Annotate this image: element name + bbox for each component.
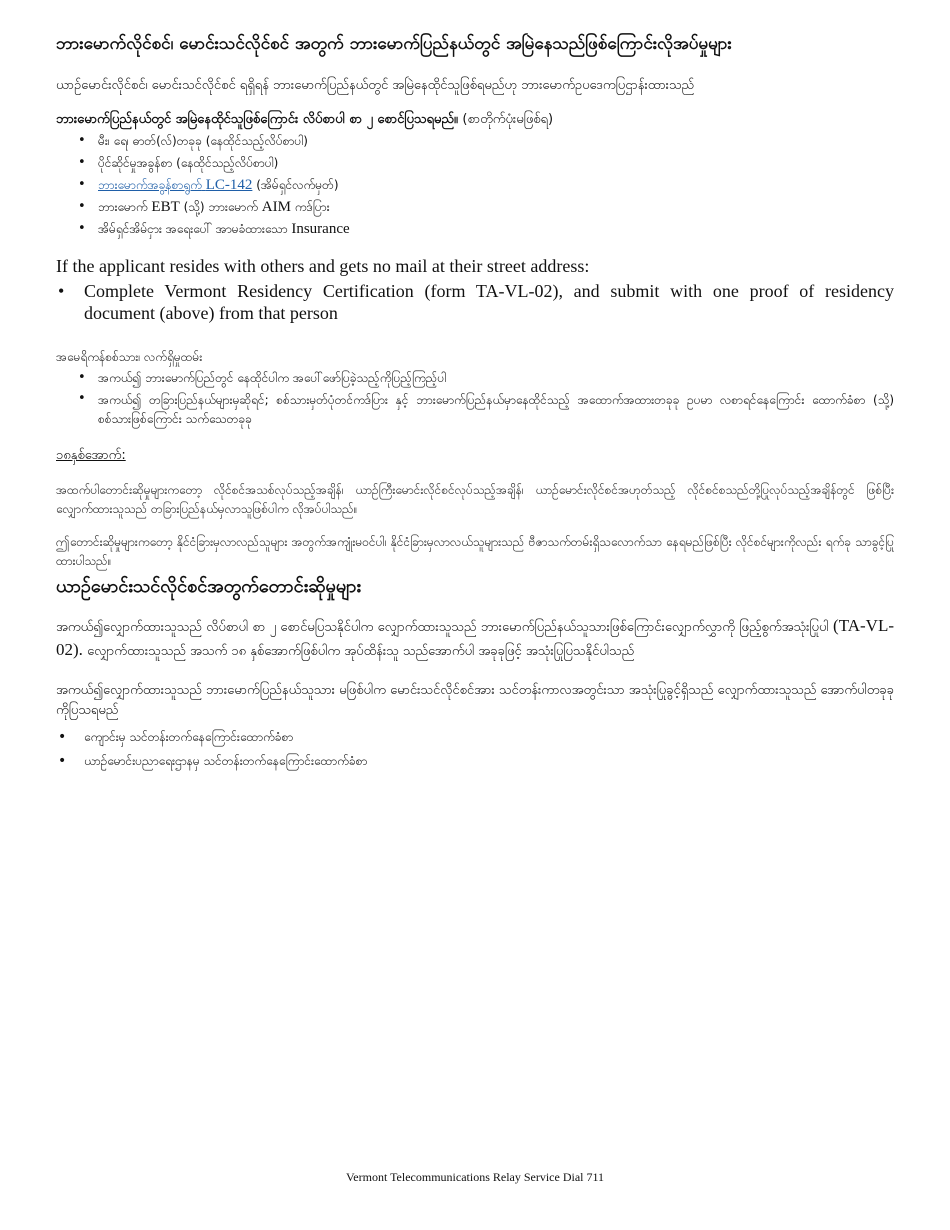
page-title: ဘားမောက်လိုင်စင်၊ မောင်းသင်လိုင်စင် အတွက် ဘားမောက်ပြည်နယ်တွင် အမြဲနေသည်ဖြစ်ကြောင်းလိုအပ်မှုများ <box>56 34 732 54</box>
list-item <box>56 174 894 196</box>
english-list <box>56 280 894 324</box>
citizen-list <box>56 367 894 429</box>
learner-heading: ယာဉ်မောင်းသင်လိုင်စင်အတွက်တောင်းဆိုမှုများ <box>56 576 361 597</box>
english-heading: If the applicant resides with others and gets no mail at their street address: <box>56 256 590 276</box>
tax-form-link[interactable] <box>98 178 252 192</box>
tax-form-link-text: ဘားမောက်အခွန်စာရွက် <box>98 178 202 192</box>
under18-paragraph-1: အထက်ပါတောင်းဆိုမှုများကတော့ လိုင်စင်အသစ်လုပ်သည့်အချိန်၊ ယာဉ်ကြီးမောင်းလိုင်စင်လုပ်သည့်အချိန်၊ ယာဉ်မောင်းလိုင်စင်အဟုတ်သည့် လိုင်စင်စသည်တို့ပြုလုပ်သည့်အချိန်တွင် ဖြစ်ပြီး လျှောက်ထားသူသည် တခြားပြည်နယ်မှလာသူဖြစ်ပါက လိုအပ်ပါသည်။ <box>56 483 894 516</box>
list-item <box>56 218 894 240</box>
learner-paragraph-1-text: အကယ်၍လျှောက်ထားသူသည် လိပ်စာပါ စာ ၂ စောင်မပြသနိုင်ပါက လျှောက်ထားသူသည် ဘားမောက်ပြည်နယ်သူသားဖြစ်ကြောင်းလျှောက်လွှာကို ဖြည့်စွက်အသုံးပြုပါ <box>56 620 829 635</box>
intro-paragraph: ယာဉ်မောင်းလိုင်စင်၊ မောင်းသင်လိုင်စင် ရရှိရန် ဘားမောက်ပြည်နယ်တွင် အမြဲနေထိုင်သူဖြစ်ရမည်ဟု ဘားမောက်ဥပဒေကပြဌာန်းထားသည် <box>56 78 695 93</box>
learner-paragraph-1 <box>56 615 894 663</box>
requirements-heading-text: ဘားမောက်ပြည်နယ်တွင် အမြဲနေထိုင်သူဖြစ်ကြောင်း လိပ်စာပါ စာ ၂ စောင်ပြသရမည်။ <box>56 112 458 127</box>
list-item-text: အိမ်ရှင်အိမ်ငှား အရေးပေါ် အာမခံထားသော <box>98 222 288 236</box>
requirements-heading <box>56 110 894 130</box>
list-item: • Complete Vermont Residency Certification (form TA-VL-02), and submit with one proof of residency document (above) from that person <box>56 280 894 324</box>
document-page <box>56 30 894 773</box>
list-item-text: ဘားမောက် <box>98 200 148 214</box>
list-item-text: (သို့) ဘားမောက် <box>183 200 258 214</box>
page-footer: Vermont Telecommunications Relay Service Dial 711 <box>345 1170 605 1184</box>
insurance-label: Insurance <box>291 221 350 237</box>
list-item-text: ပိုင်ဆိုင်မှုအခွန်စာ (နေထိုင်သည့်လိပ်စာပါ) <box>98 156 279 170</box>
list-item-text: (အိမ်ရှင်လက်မှတ်) <box>256 178 339 192</box>
list-item-text: ကဒ်ပြား <box>294 200 330 214</box>
list-item: • ယာဉ်မောင်းပညာရေးဌာနမှ သင်တန်းတက်နေကြောင်းထောက်ခံစာ <box>56 749 894 773</box>
list-item-text: မီး၊ ရေ၊ ဓာတ်(လ်)တခုခု (နေထိုင်သည့်လိပ်စာပါ) <box>98 134 308 148</box>
list-item <box>56 152 894 174</box>
list-item <box>56 196 894 218</box>
learner-paragraph-1-tail: လျှောက်ထားသူသည် အသက် ၁၈ နှစ်အောက်ဖြစ်ပါက အုပ်ထိန်းသူ သည်အောက်ပါ အခုခုဖြင့် အသုံးပြုပြသနိုင်ပါသည် <box>87 644 635 659</box>
list-item: • ကျောင်းမှ သင်တန်းတက်နေကြောင်းထောက်ခံစာ <box>56 725 894 749</box>
learner-list <box>56 725 894 773</box>
citizen-label: အမေရိကန်စစ်သား၊ လက်ရှိမှုထမ်း <box>56 350 203 364</box>
learner-paragraph-2: အကယ်၍လျှောက်ထားသူသည် ဘားမောက်ပြည်နယ်သူသား မဖြစ်ပါက မောင်းသင်လိုင်စင်အား သင်တန်းကာလအတွင်းသာ အသုံးပြုခွင့်ရှိသည် လျှောက်ထားသူသည် အောက်ပါတခုခုကိုပြသရမည် <box>56 683 894 718</box>
aim-label: AIM <box>261 199 291 215</box>
under18-label: ၁၈နှစ်အောက်: <box>56 448 126 463</box>
under18-paragraph-2: ဤတောင်းဆိုမှုများကတော့ နိုင်ငံခြားမှလာလည်သူများ အတွက်အကျုံးမဝင်ပါ၊ နိုင်ငံခြားမှလာလယ်သူများသည် ဗီဇာသက်တမ်းရှိသလောက်သာ နေရမည်ဖြစ်ပြီး လိုင်စင်များကိုလည်း ရက်ခု သာခွင့်ပြုထားပါသည်။ <box>56 535 894 568</box>
list-item: • အကယ်၍ ဘားမောက်ပြည်တွင် နေထိုင်ပါက အပေါ်ဖော်ပြခဲ့သည့်ကိုပြည့်ကြည့်ပါ <box>56 367 894 389</box>
requirements-heading-note: (စာတိုက်ပုံးမဖြစ်ရ) <box>462 112 554 127</box>
list-item <box>56 130 894 152</box>
list-item: • အကယ်၍ တခြားပြည်နယ်များမှဆိုရင်; စစ်သားမှတ်ပုံတင်ကဒ်ပြား နှင့် ဘားမောက်ပြည်နယ်မှာနေထိုင်သည့် အထောက်အထားတခုခု ဥပမာ လစာရင်နေကြောင်း ထောက်ခံစာ (သို့) စစ်သားဖြစ်ကြောင်း သက်သေတခုခု <box>56 389 894 429</box>
tax-form-link-code: LC-142 <box>205 177 253 193</box>
form-code: (TA-VL-02). <box>56 616 894 659</box>
ebt-label: EBT <box>151 199 180 215</box>
requirements-list <box>56 130 894 240</box>
